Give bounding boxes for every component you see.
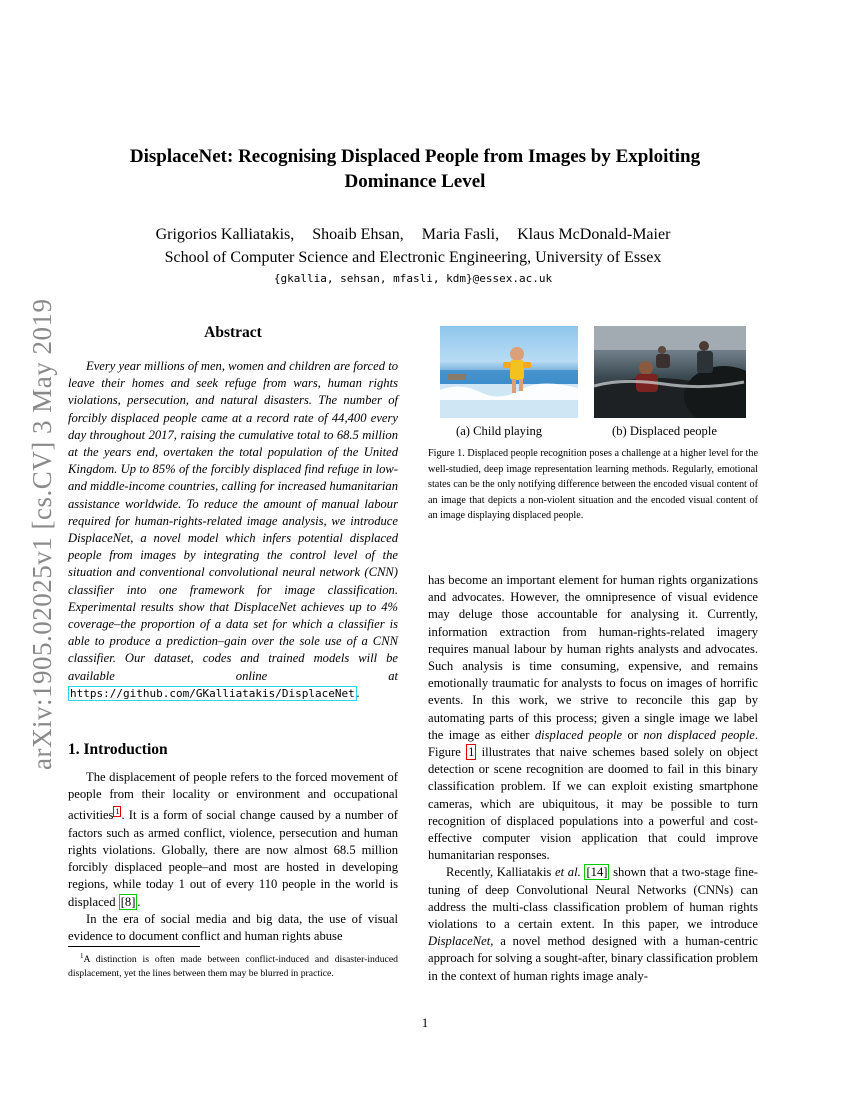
author-name: Maria Fasli, — [421, 226, 500, 243]
author-name: Shoaib Ehsan, — [312, 226, 404, 243]
body-text: or — [622, 727, 644, 742]
abstract-end: . — [356, 685, 360, 700]
footnote-text: A distinction is often made between conflict-induced and disaster-induced displacement, yet the lines between them may be blurred in practice. — [68, 954, 398, 979]
intro-text: . It is a form of social change caused by a number of factors such as armed conflict, violence, persecution and human rights violations. Globally, there are now almost 68.5 million forcibly displaced people–and most are hosted in developing regions, while today 1 out of every 110 people in the world is displaced — [68, 808, 398, 909]
author-emails: {gkallia, sehsan, mfasli, kdm}@essex.ac.uk — [273, 272, 553, 285]
body-text: illustrates that naive schemes based solely on object detection or scene recognition are doomed to fail in this binary classification problem. If we can exploit existing smartphone cameras, which are ubiquitous, it may be possible to turn recognition of displaced populations into a powerful and cost-effective computer vision application that could improve humanitarian responses. — [428, 745, 758, 863]
author-name: Grigorios Kalliatakis, — [155, 226, 295, 243]
abstract-text: Every year millions of men, women and children are forced to leave their homes and seek refuge from wars, human rights violations, persecution, and natural disasters. The number of forcibly displaced people came at a record rate of 44,400 every day throughout 2017, raising the cumulative total to 68.5 million at the years end, overtaken the total population of the United Kingdom. Up to 85% of the forcibly displaced find refuge in low- and middle-income countries, calling for increased humanitarian assistance worldwide. To reduce the amount of manual labour required for human-rights-related image analysis, we introduce DisplaceNet, a novel model which infers potential displaced people from images by integrating the control level of the situation and conventional convolutional neural network (CNN) classifier into one framework for image classification. Experimental results show that DisplaceNet achieves up to 4% coverage–the proportion of a data set for which a classifier is able to produce a prediction–gain over the sole use of a CNN classifier. Our dataset, codes and trained models will be available online at — [68, 359, 398, 683]
body-emphasis: non displaced people — [643, 727, 755, 742]
body-emphasis: displaced people — [534, 727, 623, 742]
page-number: 1 — [421, 1016, 429, 1030]
figure-reference-link[interactable]: 1 — [468, 745, 475, 760]
author-affiliation: School of Computer Science and Electronic Engineering, University of Essex — [164, 249, 662, 266]
abstract-body — [68, 358, 398, 702]
subfigure-caption-a: (a) Child playing — [456, 424, 543, 438]
citation-link[interactable]: [14] — [586, 865, 608, 880]
body-text: has become an important element for human rights organizations and advocates. However, the omnipresence of visual evidence may deluge those accountable for analysing it. Currently, information extraction from human-rights-related imagery requires manual labour by human rights analysts and advocates. Such analysis is time consuming, expensive, and remains emotionally traumatic for analysts to focus on images of horrific events. In this work, we strive to reconcile this gap by automating parts of this process; given a single image we label the image as either — [428, 573, 758, 742]
body-emphasis: DisplaceNet — [428, 934, 491, 949]
body-text: shown that a two-stage fine-tuning of deep Convolutional Neural Networks (CNNs) can address the multi-class classification problem of human rights violations to a certain extent. In this paper, we introduce — [428, 865, 758, 932]
arxiv-identifier-stamp: arXiv:1905.02025v1 [cs.CV] 3 May 2019 — [27, 298, 57, 770]
citation-link[interactable]: [8] — [120, 894, 136, 909]
intro-text: . — [137, 894, 141, 909]
body-paragraph — [428, 572, 758, 864]
intro-paragraph: In the era of social media and big data, the use of visual evidence to document conflict and human rights abuse — [68, 911, 398, 944]
body-emphasis: et al. — [555, 865, 581, 880]
author-name: Klaus McDonald-Maier — [517, 226, 671, 243]
intro-text: The displacement of people refers to the forced movement of people from their locality or environment and occupational activities — [68, 770, 398, 823]
footnote — [68, 950, 398, 980]
body-text: Recently, Kalliatakis — [446, 865, 556, 880]
repository-link[interactable]: https://github.com/GKalliatakis/DisplaceNet — [70, 686, 355, 700]
figure-caption: Figure 1. Displaced people recognition poses a challenge at a higher level for the well-studied, deep image representation learning methods. Regularly, emotional states can be the only notifying difference between the encoded visual content of an image that depicts a non-violent situation and the encoded visual content of an image displaying displaced people. — [428, 448, 758, 522]
body-paragraph — [428, 864, 758, 984]
intro-column-left — [68, 769, 398, 945]
displaced-people-photo — [594, 326, 746, 418]
section-heading-introduction: 1. Introduction — [68, 741, 168, 758]
footnote-link[interactable]: 1 — [115, 807, 120, 817]
body-text: , a novel method designed with a human-centric approach for solving a sought-after, binary classification problem in the context of human rights image analy- — [428, 934, 758, 983]
paper-title: DisplaceNet: Recognising Displaced People from Images by Exploiting Dominance Level — [129, 146, 701, 192]
body-text: . Figure — [428, 727, 758, 760]
author-list — [60, 224, 766, 246]
footnote-mark: 1 — [80, 952, 84, 960]
figure-image-displaced-people — [594, 326, 746, 418]
intro-paragraph — [68, 769, 398, 911]
figure-image-child-playing — [440, 326, 578, 418]
abstract-heading: Abstract — [204, 324, 262, 341]
subfigure-caption-b: (b) Displaced people — [612, 424, 717, 438]
body-column-right — [428, 572, 758, 985]
child-playing-photo — [440, 326, 578, 418]
footnote-divider — [68, 946, 200, 947]
